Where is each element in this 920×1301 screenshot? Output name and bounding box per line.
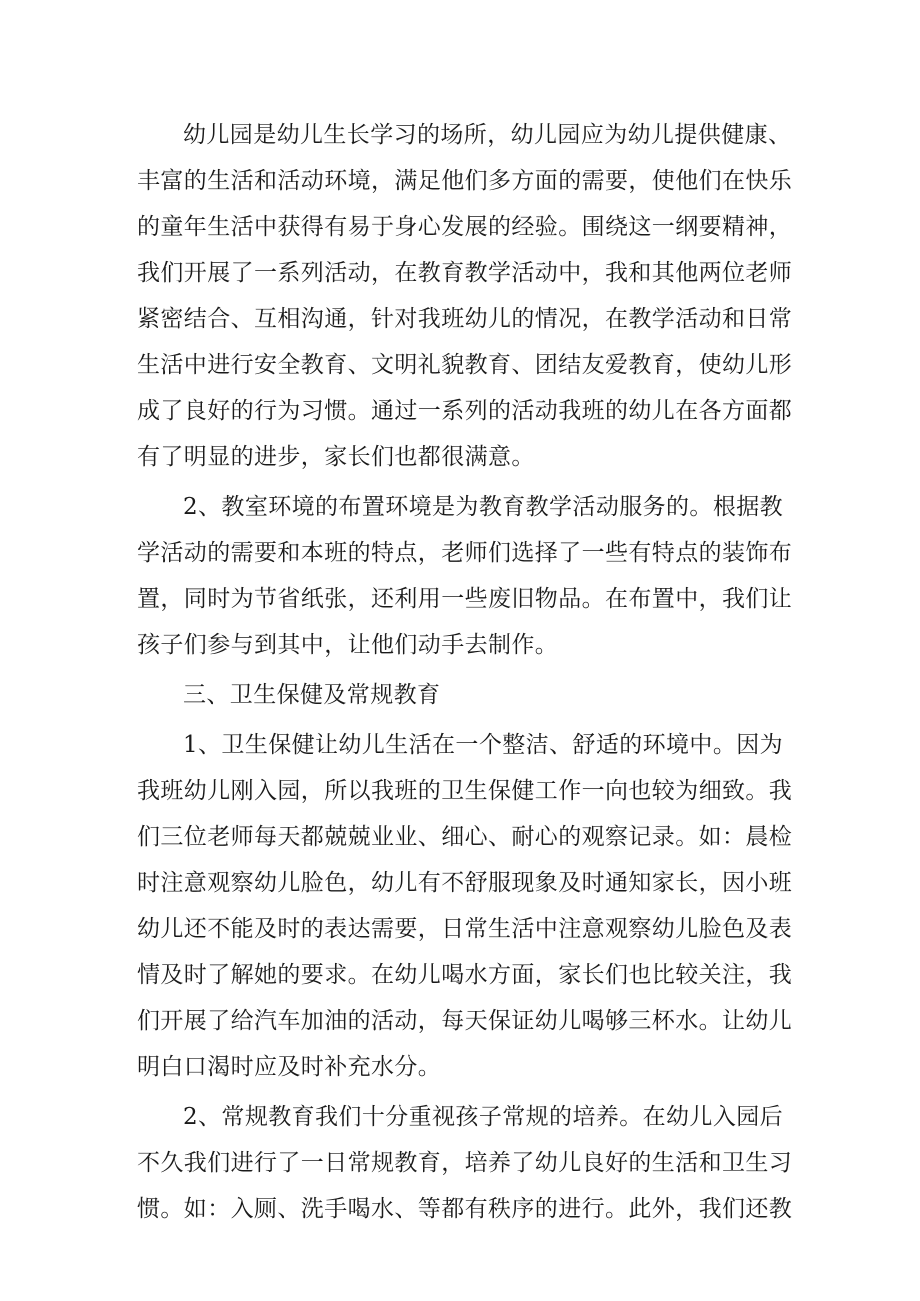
text-line: 成了良好的行为习惯。通过一系列的活动我班的幼儿在各方面都 bbox=[137, 398, 793, 424]
text-line: 明白口渴时应及时补充水分。 bbox=[137, 1054, 442, 1080]
section-heading-hygiene bbox=[137, 672, 785, 718]
text-line: 的童年生活中获得有易于身心发展的经验。围绕这一纲要精神， bbox=[137, 214, 793, 240]
text-line: 紧密结合、互相沟通，针对我班幼儿的情况，在教学活动和日常 bbox=[137, 306, 793, 332]
text-line: 时注意观察幼儿脸色，幼儿有不舒服现象及时通知家长，因小班 bbox=[137, 870, 793, 896]
text-line: 情及时了解她的要求。在幼儿喝水方面，家长们也比较关注，我 bbox=[137, 962, 793, 988]
text-line: 幼儿园是幼儿生长学习的场所，幼儿园应为幼儿提供健康、 bbox=[183, 122, 792, 148]
text-line: 2、常规教育我们十分重视孩子常规的培养。在幼儿入园后 bbox=[183, 1104, 784, 1130]
text-line: 有了明显的进步，家长们也都很满意。 bbox=[137, 444, 535, 470]
paragraph-kindergarten-environment bbox=[137, 112, 793, 480]
text-line: 置，同时为节省纸张，还利用一些废旧物品。在布置中，我们让 bbox=[137, 586, 793, 612]
text-line: 1、卫生保健让幼儿生活在一个整洁、舒适的环境中。因为 bbox=[183, 732, 784, 758]
paragraph-hygiene-care bbox=[137, 722, 793, 1090]
text-line: 惯。如：入厕、洗手喝水、等都有秩序的进行。此外，我们还教 bbox=[137, 1196, 793, 1222]
text-line: 学活动的需要和本班的特点，老师们选择了一些有特点的装饰布 bbox=[137, 540, 793, 566]
paragraph-routine-education bbox=[137, 1094, 793, 1232]
text-line: 丰富的生活和活动环境，满足他们多方面的需要，使他们在快乐 bbox=[137, 168, 793, 194]
paragraph-classroom-decoration bbox=[137, 484, 793, 668]
section-heading: 三、卫生保健及常规教育 bbox=[183, 682, 441, 708]
text-line: 我们开展了一系列活动，在教育教学活动中，我和其他两位老师 bbox=[137, 260, 793, 286]
document-body bbox=[137, 112, 793, 1232]
text-line: 们开展了给汽车加油的活动，每天保证幼儿喝够三杯水。让幼儿 bbox=[137, 1008, 793, 1034]
text-line: 幼儿还不能及时的表达需要，日常生活中注意观察幼儿脸色及表 bbox=[137, 916, 793, 942]
text-line: 不久我们进行了一日常规教育，培养了幼儿良好的生活和卫生习 bbox=[137, 1150, 793, 1176]
text-line: 2、教室环境的布置环境是为教育教学活动服务的。根据教 bbox=[183, 494, 784, 520]
text-line: 孩子们参与到其中，让他们动手去制作。 bbox=[137, 632, 559, 658]
text-line: 生活中进行安全教育、文明礼貌教育、团结友爱教育，使幼儿形 bbox=[137, 352, 793, 378]
text-line: 们三位老师每天都兢兢业业、细心、耐心的观察记录。如：晨检 bbox=[137, 824, 793, 850]
text-line: 我班幼儿刚入园，所以我班的卫生保健工作一向也较为细致。我 bbox=[137, 778, 793, 804]
